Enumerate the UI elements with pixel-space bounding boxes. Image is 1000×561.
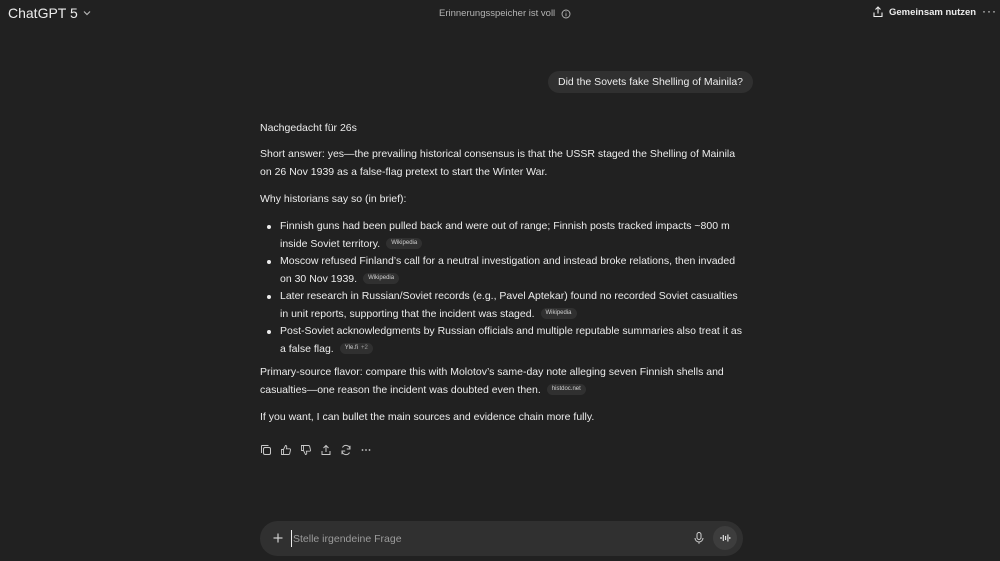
evidence-list	[260, 218, 746, 358]
memory-notice-label: Erinnerungsspeicher ist voll	[439, 8, 556, 19]
source-chip-more: +2	[361, 345, 368, 352]
thumbs-down-icon	[300, 444, 312, 456]
source-chip-label: Wikipedia	[545, 310, 572, 317]
message-actions	[260, 443, 372, 457]
list-item-text: Finnish guns had been pulled back and were out of range; Finnish posts tracked impacts ~800 m inside Soviet territory.	[280, 220, 730, 250]
list-item	[260, 218, 746, 253]
voice-mode-button[interactable]	[713, 526, 737, 550]
bad-response-button[interactable]	[300, 443, 312, 457]
list-item-text: Moscow refused Finland’s call for a neutral investigation and instead broke relations, then invaded on 30 Nov 1939.	[280, 255, 736, 285]
info-icon	[561, 9, 571, 19]
primary-source-paragraph	[260, 364, 746, 399]
source-chip-label: Wikipedia	[391, 240, 418, 247]
share-response-button[interactable]	[320, 443, 332, 457]
chevron-down-icon	[82, 8, 92, 18]
list-item	[260, 323, 746, 358]
list-item	[260, 253, 746, 288]
list-item	[260, 288, 746, 323]
more-icon	[360, 444, 372, 456]
list-item-text: Later research in Russian/Soviet records (e.g., Pavel Aptekar) found no recorded Soviet casualties in unit reports, supporting that the incident was staged.	[280, 290, 738, 320]
model-label: ChatGPT 5	[8, 5, 78, 21]
source-chip-label: histdoc.net	[551, 386, 581, 393]
source-chip[interactable]	[541, 308, 577, 319]
user-message: Did the Sovets fake Shelling of Mainila?	[548, 71, 753, 93]
prompt-input[interactable]	[291, 530, 671, 547]
primary-source-text: Primary-source flavor: compare this with Molotov’s same-day note alleging seven Finnish shells and casualties—one reason the incident was doubted even then.	[260, 366, 724, 396]
regenerate-icon	[340, 444, 352, 456]
list-item-text: Post-Soviet acknowledgments by Russian officials and multiple reputable summaries also treat it as a false flag.	[280, 325, 743, 355]
thought-duration[interactable]: Nachgedacht für 26s	[260, 122, 357, 134]
good-response-button[interactable]	[280, 443, 292, 457]
source-chip-label: Wikipedia	[368, 275, 395, 282]
source-chip[interactable]	[386, 238, 422, 249]
source-chip[interactable]	[340, 343, 373, 354]
source-chip-label: Yle.fi	[344, 345, 359, 352]
regenerate-button[interactable]	[340, 443, 352, 457]
more-options-icon[interactable]: ···	[982, 4, 997, 18]
thumbs-up-icon	[280, 444, 292, 456]
upload-icon	[320, 444, 332, 456]
more-actions-button[interactable]	[360, 443, 372, 457]
voice-mode-icon	[719, 532, 731, 544]
share-label: Gemeinsam nutzen	[889, 6, 977, 18]
mic-icon[interactable]	[692, 531, 706, 545]
follow-up-offer: If you want, I can bullet the main sources and evidence chain more fully.	[260, 411, 595, 423]
copy-button[interactable]	[260, 443, 272, 457]
memory-notice[interactable]	[439, 8, 571, 19]
share-button[interactable]	[872, 6, 976, 18]
plus-icon[interactable]	[271, 531, 285, 545]
top-bar	[0, 0, 1000, 30]
why-heading: Why historians say so (in brief):	[260, 193, 407, 205]
short-answer: Short answer: yes—the prevailing historical consensus is that the USSR staged the Shelling of Mainila on 26 Nov 1939 as a false-flag pretext to start the Winter War.	[260, 148, 736, 178]
composer	[260, 521, 743, 556]
source-chip[interactable]	[363, 273, 399, 284]
model-switcher[interactable]	[8, 5, 92, 21]
copy-icon	[260, 444, 272, 456]
source-chip[interactable]	[547, 384, 586, 395]
share-icon	[872, 6, 884, 18]
